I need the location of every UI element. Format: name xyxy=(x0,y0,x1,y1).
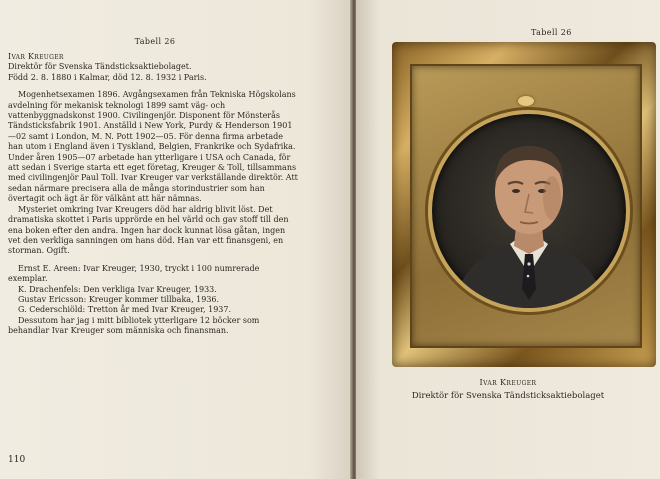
paragraph: Mogenhetsexamen 1896. Avgångsexamen från Tekniska Högskolans avdelning för mekanisk teknologi 1899 samt väg- och vattenbyggnadskonst 1900. Civilingenjör. Disponent för Mönsterås Tändsticksfabrik 1901. Anställd i New York, Purdy & Henderson 1901—02 samt i London, M. N. Pott 1902—05. För denna firma arbetade han utom i England även i Tyskland, Belgien, Frankrike och Sydafrika. Under åren 1905—07 arbetade han ytterligare i USA och Canada, för att sedan i Sverige starta ett eget företag, Kreuger & Toll, tillsammans med civilingenjör Paul Toll. Ivar Kreuger var verkställande direktör. Att sedan närmare precisera alla de många storindustrier som han övertagit och ägt är för välkänt att här nämnas. xyxy=(8,90,298,204)
paragraph: Direktör för Svenska Tändsticksaktiebolaget. xyxy=(8,62,192,72)
right-page xyxy=(356,0,660,479)
portrait-drawing xyxy=(432,114,626,308)
reference-list xyxy=(8,264,300,337)
page-header: Tabell 26 xyxy=(531,28,572,37)
caption-role: Direktör för Svenska Tändsticksaktiebolaget xyxy=(411,391,605,401)
page-header: Tabell 26 xyxy=(134,37,176,46)
biography-text xyxy=(8,52,300,337)
paragraph: Mysteriet omkring Ivar Kreugers död har aldrig blivit löst. Det dramatiska skottet i Paris upprörde en hel värld och gav stoff till den ena boken efter den andra. Ingen har dock kunnat lösa gåtan, ingen vet den verkliga sanningen om hans död. Han var ett finansgeni, en storman. Ogift. xyxy=(8,204,289,256)
reference-item: G. Cederschiöld: Tretton år med Ivar Kreuger, 1937. xyxy=(18,305,232,315)
frame-mat xyxy=(410,64,642,348)
caption-name: Ivar Kreuger xyxy=(479,378,537,387)
reference-item: Ernst E. Areen: Ivar Kreuger, 1930, tryckt i 100 numrerade exemplar. xyxy=(8,263,260,284)
frame-ornament xyxy=(518,96,534,106)
person-name: Ivar Kreuger xyxy=(8,52,64,61)
reference-item: K. Drachenfels: Den verkliga Ivar Kreuger, 1933. xyxy=(18,284,217,294)
paragraph: Född 2. 8. 1880 i Kalmar, död 12. 8. 1932 i Paris. xyxy=(8,72,207,82)
ornate-picture-frame xyxy=(392,42,656,367)
reference-item: Gustav Ericsson: Kreuger kommer tillbaka, 1936. xyxy=(18,294,220,304)
reference-item: Dessutom har jag i mitt bibliotek ytterligare 12 böcker som behandlar Ivar Kreuger som människa och finansman. xyxy=(8,315,260,336)
portrait-image xyxy=(428,110,630,312)
page-number: 110 xyxy=(8,455,26,465)
